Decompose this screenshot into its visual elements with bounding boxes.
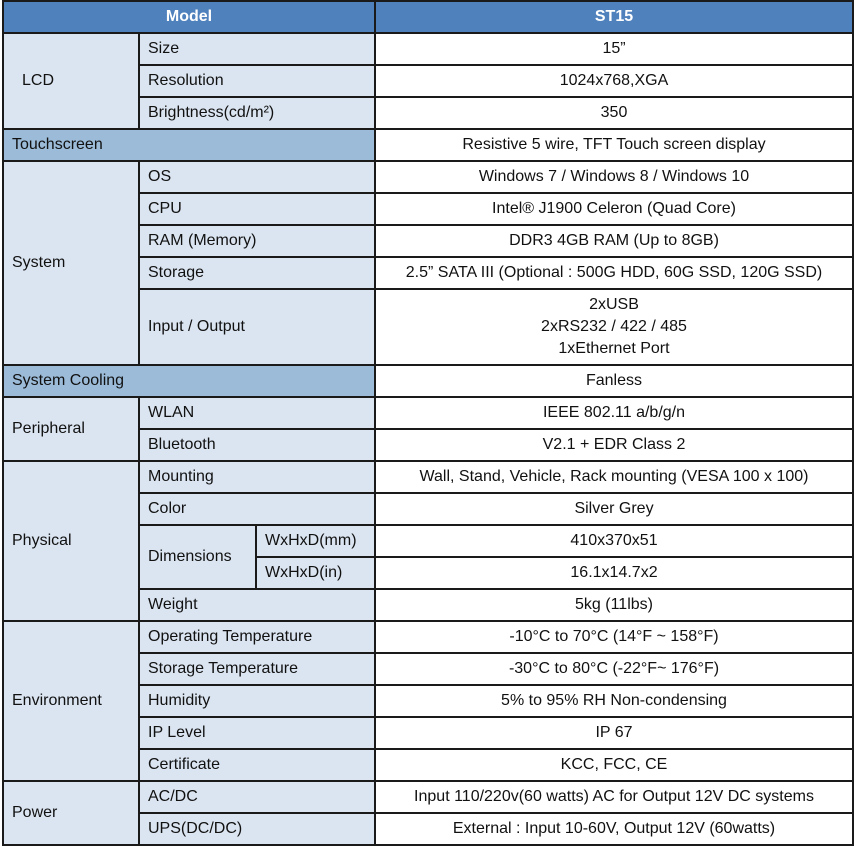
io-line: 2xRS232 / 422 / 485 xyxy=(541,318,687,335)
spec-value: IP 67 xyxy=(375,717,853,749)
spec-value: 1024x768,XGA xyxy=(375,65,853,97)
spec-label: Color xyxy=(139,493,375,525)
spec-label: IP Level xyxy=(139,717,375,749)
spec-label: Storage xyxy=(139,257,375,289)
header-row xyxy=(3,1,853,33)
spec-label: Humidity xyxy=(139,685,375,717)
spec-row xyxy=(3,397,853,429)
spec-value: Windows 7 / Windows 8 / Windows 10 xyxy=(375,161,853,193)
spec-row xyxy=(3,129,853,161)
spec-table xyxy=(2,0,854,846)
spec-value: External : Input 10-60V, Output 12V (60watts) xyxy=(375,813,853,845)
section-environment: Environment xyxy=(3,621,139,781)
spec-label: AC/DC xyxy=(139,781,375,813)
spec-value-multiline xyxy=(375,289,853,365)
io-line: 1xEthernet Port xyxy=(558,340,670,357)
section-power: Power xyxy=(3,781,139,845)
spec-value: KCC, FCC, CE xyxy=(375,749,853,781)
spec-sublabel: WxHxD(mm) xyxy=(256,525,375,557)
spec-label: Weight xyxy=(139,589,375,621)
model-label: Model xyxy=(3,1,375,33)
spec-label: Operating Temperature xyxy=(139,621,375,653)
spec-value: 5kg (11lbs) xyxy=(375,589,853,621)
spec-value: Fanless xyxy=(375,365,853,397)
spec-value: V2.1 + EDR Class 2 xyxy=(375,429,853,461)
spec-value: 5% to 95% RH Non-condensing xyxy=(375,685,853,717)
section-peripheral: Peripheral xyxy=(3,397,139,461)
spec-label: OS xyxy=(139,161,375,193)
io-line: 2xUSB xyxy=(589,296,639,313)
section-cooling: System Cooling xyxy=(3,365,375,397)
spec-label: RAM (Memory) xyxy=(139,225,375,257)
spec-label: Certificate xyxy=(139,749,375,781)
spec-value: Input 110/220v(60 watts) AC for Output 12V DC systems xyxy=(375,781,853,813)
section-lcd: LCD xyxy=(3,33,139,129)
spec-label: CPU xyxy=(139,193,375,225)
model-value: ST15 xyxy=(375,1,853,33)
spec-row xyxy=(3,365,853,397)
spec-value: IEEE 802.11 a/b/g/n xyxy=(375,397,853,429)
spec-value: 2.5” SATA III (Optional : 500G HDD, 60G SSD, 120G SSD) xyxy=(375,257,853,289)
spec-row xyxy=(3,161,853,193)
spec-value: -10°C to 70°C (14°F ~ 158°F) xyxy=(375,621,853,653)
spec-label: Resolution xyxy=(139,65,375,97)
spec-value: DDR3 4GB RAM (Up to 8GB) xyxy=(375,225,853,257)
spec-label: Input / Output xyxy=(139,289,375,365)
spec-value: 16.1x14.7x2 xyxy=(375,557,853,589)
section-physical: Physical xyxy=(3,461,139,621)
spec-value: Resistive 5 wire, TFT Touch screen display xyxy=(375,129,853,161)
spec-row xyxy=(3,621,853,653)
spec-value: 410x370x51 xyxy=(375,525,853,557)
spec-label: Brightness(cd/m²) xyxy=(139,97,375,129)
spec-value: Intel® J1900 Celeron (Quad Core) xyxy=(375,193,853,225)
spec-row xyxy=(3,33,853,65)
spec-label: Dimensions xyxy=(139,525,256,589)
spec-sublabel: WxHxD(in) xyxy=(256,557,375,589)
spec-row xyxy=(3,461,853,493)
spec-label: Bluetooth xyxy=(139,429,375,461)
spec-value: 350 xyxy=(375,97,853,129)
spec-value: 15” xyxy=(375,33,853,65)
spec-value: Silver Grey xyxy=(375,493,853,525)
spec-label: Mounting xyxy=(139,461,375,493)
spec-label: UPS(DC/DC) xyxy=(139,813,375,845)
section-system: System xyxy=(3,161,139,365)
spec-value: -30°C to 80°C (-22°F~ 176°F) xyxy=(375,653,853,685)
section-touchscreen: Touchscreen xyxy=(3,129,375,161)
spec-value: Wall, Stand, Vehicle, Rack mounting (VESA 100 x 100) xyxy=(375,461,853,493)
spec-label: Storage Temperature xyxy=(139,653,375,685)
spec-label: WLAN xyxy=(139,397,375,429)
spec-row xyxy=(3,781,853,813)
spec-label: Size xyxy=(139,33,375,65)
